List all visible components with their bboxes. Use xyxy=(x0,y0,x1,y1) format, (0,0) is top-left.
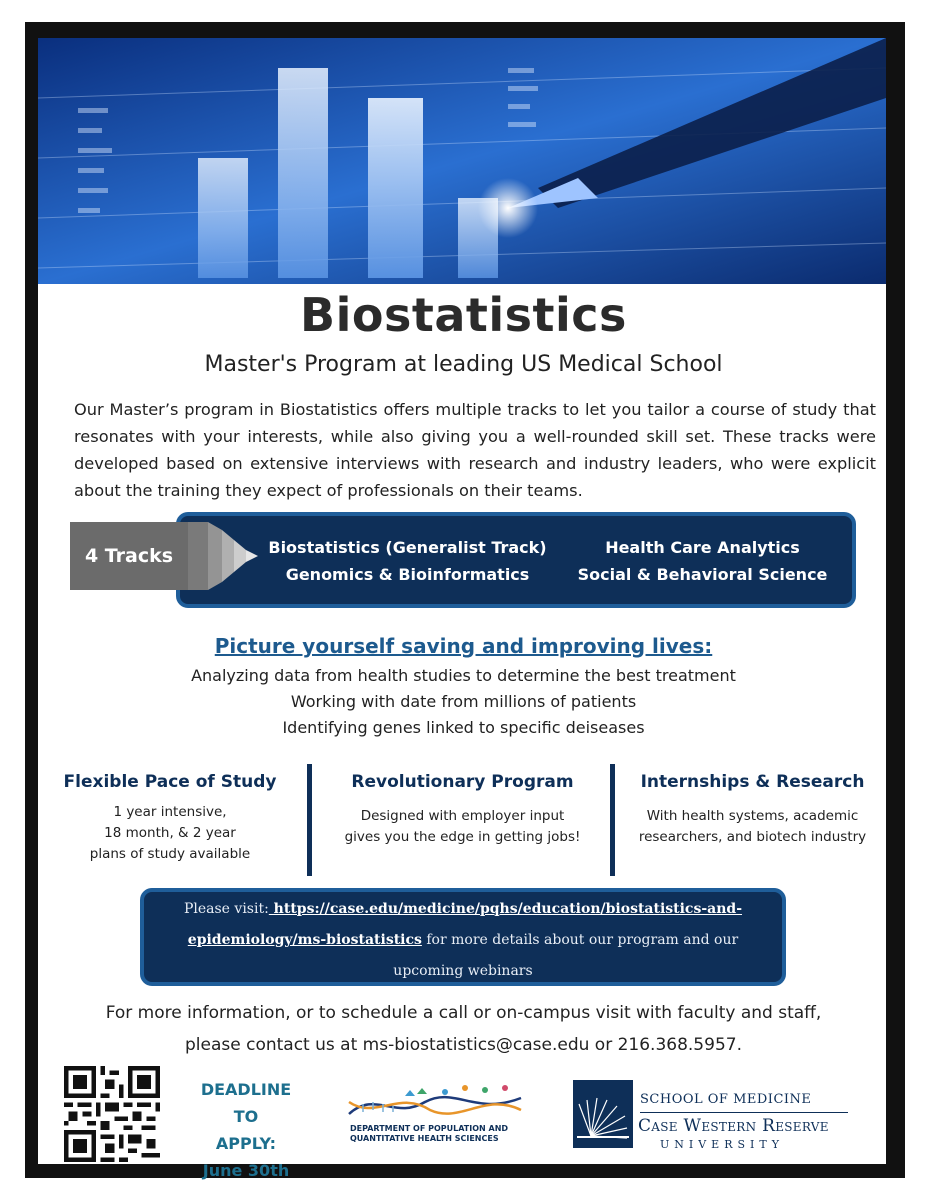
column-divider xyxy=(307,764,312,876)
university-label: UNIVERSITY xyxy=(660,1138,784,1151)
deadline-date: June 30th xyxy=(202,1161,290,1180)
program-url-link-continued[interactable]: epidemiology/ms-biostatistics xyxy=(187,932,422,948)
feature-line: gives you the edge in getting jobs! xyxy=(344,829,581,845)
feature-line: researchers, and biotech industry xyxy=(638,829,867,845)
visit-suffix-2: upcoming webinars xyxy=(393,963,533,979)
track-item: Genomics & Bioinformatics xyxy=(285,565,530,584)
tracks-label: 4 Tracks xyxy=(70,522,188,590)
contact-info xyxy=(0,997,927,1061)
track-item: Biostatistics (Generalist Track) xyxy=(268,538,547,557)
dept-logo-icon xyxy=(345,1080,525,1126)
visit-text xyxy=(150,894,776,987)
intro-paragraph: Our Master’s program in Biostatistics offers multiple tracks to let you tailor a course of study that resonates with your interests, while also giving you a well-rounded skill set. These tracks were developed based on extensive interviews with research and industry leaders, who were explicit about the training they expect of professionals on their teams. xyxy=(74,400,876,500)
track-item: Social & Behavioral Science xyxy=(577,565,828,584)
track-item: Health Care Analytics xyxy=(605,538,800,557)
deadline-line: APPLY: xyxy=(215,1134,277,1153)
benefit-line: Identifying genes linked to specific deiseases xyxy=(282,718,645,737)
tracks-column-left xyxy=(260,534,555,588)
dept-name xyxy=(350,1124,550,1144)
visit-suffix: for more details about our program and our xyxy=(421,932,739,948)
benefit-line: Working with date from millions of patients xyxy=(290,692,637,711)
page-title: Biostatistics xyxy=(300,288,627,342)
feature-body xyxy=(330,806,595,848)
feature-title: Flexible Pace of Study xyxy=(63,772,277,792)
program-url-link[interactable]: https://case.edu/medicine/pqhs/education/biostatistics-and- xyxy=(268,901,743,917)
feature-body xyxy=(60,802,280,865)
hero-chart-image xyxy=(38,38,886,284)
visit-prefix: Please visit: xyxy=(183,901,269,917)
feature-line: 18 month, & 2 year xyxy=(104,825,236,841)
feature-title: Revolutionary Program xyxy=(351,772,574,792)
chevron-arrow-icon xyxy=(188,522,260,590)
deadline-notice xyxy=(186,1076,306,1184)
feature-line: plans of study available xyxy=(89,846,251,862)
feature-line: 1 year intensive, xyxy=(113,804,227,820)
dept-name-line: DEPARTMENT OF POPULATION AND xyxy=(350,1124,509,1133)
qr-code[interactable] xyxy=(64,1066,160,1162)
contact-line: For more information, or to schedule a call or on-campus visit with faculty and staff, xyxy=(105,1003,822,1023)
feature-line: Designed with employer input xyxy=(360,808,565,824)
logo-divider xyxy=(640,1112,848,1113)
contact-line: please contact us at ms-biostatistics@case.edu or 216.368.5957. xyxy=(185,1035,742,1055)
column-divider xyxy=(610,764,615,876)
page-subtitle: Master's Program at leading US Medical School xyxy=(204,352,723,377)
school-name: SCHOOL OF MEDICINE xyxy=(640,1092,812,1107)
feature-title: Internships & Research xyxy=(640,772,865,792)
dept-name-line: QUANTITATIVE HEALTH SCIENCES xyxy=(350,1134,499,1143)
feature-body xyxy=(630,806,875,848)
university-name: Case Western Reserve xyxy=(638,1116,829,1136)
picture-heading: Picture yourself saving and improving lives: xyxy=(214,634,713,658)
cwru-logo-icon xyxy=(573,1080,633,1148)
deadline-line: DEADLINE TO xyxy=(200,1080,292,1126)
benefit-line: Analyzing data from health studies to determine the best treatment xyxy=(191,666,736,685)
feature-line: With health systems, academic xyxy=(646,808,859,824)
tracks-column-right xyxy=(565,534,840,588)
